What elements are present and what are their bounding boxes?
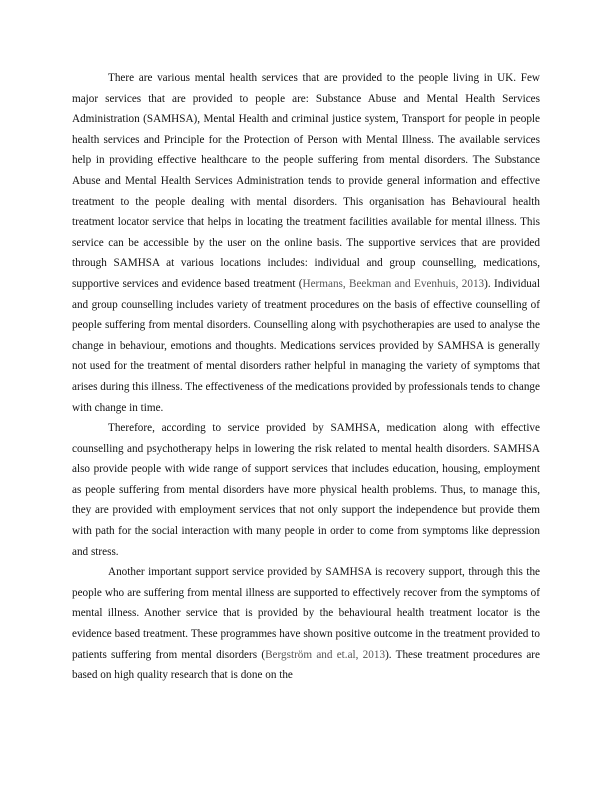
paragraph-3-text-b: ). These treatment procedures are based on high quality research that is done on the	[72, 648, 540, 682]
paragraph-1-text-b: ). Individual and group counselling includes variety of treatment procedures on the basis of effective counselling of people suffering from mental disorders. Counselling along with psychotherapies are used to analyse the change in behaviour, emotions and thoughts. Medications services provided by SAMHSA is generally not used for the treatment of mental disorders rather helpful in managing the variety of symptoms that arises during this illness. The effectiveness of the medications provided by professionals tends to change with change in time.	[72, 277, 540, 414]
paragraph-3	[72, 562, 540, 686]
citation-bergstrom-2013: Bergström and et.al, 2013	[265, 648, 386, 661]
document-page	[72, 68, 540, 686]
paragraph-3-text-a: Another important support service provided by SAMHSA is recovery support, through this the people who are suffering from mental illness are supported to effectively recover from the symptoms of mental illness. Another service that is provided by the behavioural health treatment locator is the evidence based treatment. These programmes have shown positive outcome in the treatment provided to patients suffering from mental disorders (	[72, 566, 540, 661]
citation-hermans-2013: Hermans, Beekman and Evenhuis, 2013	[302, 277, 485, 290]
paragraph-2-text: Therefore, according to service provided by SAMHSA, medication along with effective counselling and psychotherapy helps in lowering the risk related to mental health disorders. SAMHSA also provide people with wide range of support services that includes education, housing, employment as people suffering from mental disorders have more physical health problems. Thus, to manage this, they are provided with employment services that not only support the independence but provide them with path for the social interaction with many people in order to come from symptoms like depression and stress.	[72, 422, 540, 558]
paragraph-1-text-a: There are various mental health services that are provided to the people living in UK. Few major services that are provided to people are: Substance Abuse and Mental Health Services Administration (SAMHSA), Mental Health and criminal justice system, Transport for people in people health services and Principle for the Protection of Person with Mental Illness. The available services help in providing effective healthcare to the people suffering from mental disorders. The Substance Abuse and Mental Health Services Administration tends to provide general information and effective treatment to the people dealing with mental disorders. This organisation has Behavioural health treatment locator service that helps in locating the treatment facilities available for mental illness. This service can be accessible by the user on the online basis. The supportive services that are provided through SAMHSA at various locations includes: individual and group counselling, medications, supportive services and evidence based treatment (	[72, 72, 540, 290]
paragraph-2	[72, 418, 540, 562]
paragraph-1	[72, 68, 540, 418]
